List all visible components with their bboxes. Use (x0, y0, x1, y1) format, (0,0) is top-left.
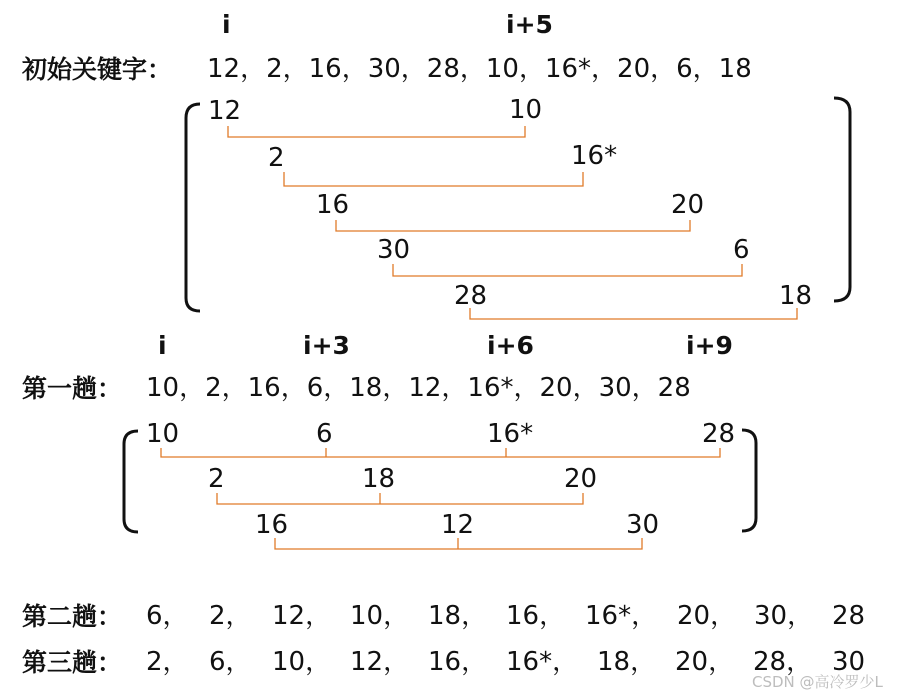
pass2-value: 16*， (585, 601, 658, 631)
pass2-value: 28 (832, 601, 866, 631)
row1-connector (161, 448, 720, 457)
g1-right-4: 18 (779, 281, 813, 311)
tag-i9-pass1: i+9 (686, 331, 733, 360)
g2-row3-0: 16 (255, 510, 289, 540)
g1-right-3: 6 (733, 235, 750, 265)
pass3-value: 30 (832, 647, 866, 677)
g2-row1-0: 10 (146, 419, 180, 449)
pass3-value: 10， (272, 647, 332, 677)
g1-right-0: 10 (509, 95, 543, 125)
g2-row3-2: 30 (626, 510, 660, 540)
g1-left-0: 12 (208, 96, 242, 126)
pass3-label: 第三趟： (22, 648, 123, 677)
g2-row2-2: 20 (564, 464, 598, 494)
pass3-value: 2， (146, 647, 189, 677)
g1-right-2: 20 (671, 190, 705, 220)
pair-28-18-connector (470, 308, 797, 319)
pass2-value: 12， (272, 601, 332, 631)
pass3-value: 12， (350, 647, 410, 677)
tag-i-top: i (222, 10, 231, 39)
pair-16-20-connector (336, 220, 690, 231)
g2-row3-1: 12 (441, 510, 475, 540)
g1-right-1: 16* (571, 141, 618, 171)
watermark: CSDN @高冷罗少L (752, 673, 883, 691)
g2-row2-0: 2 (208, 464, 225, 494)
pass1-label: 第一趟： (22, 374, 123, 403)
pass3-value: 28， (753, 647, 813, 677)
pass2-label: 第二趟： (22, 602, 123, 631)
pass3-value: 16， (428, 647, 488, 677)
pair-2-16star-connector (284, 172, 583, 186)
group1-right-bracket (834, 98, 850, 301)
pass3-value: 20， (675, 647, 735, 677)
group2-left-bracket (124, 431, 138, 532)
pass2-value: 20， (677, 601, 737, 631)
tag-i3-pass1: i+3 (303, 331, 350, 360)
g1-left-4: 28 (454, 281, 488, 311)
pair-12-10-connector (228, 126, 525, 137)
tag-i5-top: i+5 (506, 10, 553, 39)
pass1-sequence: 10，2，16，6，18，12，16*，20，30，28 (146, 373, 691, 403)
row2-connector (217, 493, 583, 504)
group2-right-bracket (742, 430, 756, 531)
g1-left-3: 30 (377, 235, 411, 265)
pass3-value: 6， (209, 647, 252, 677)
pass2-value: 30， (754, 601, 814, 631)
g2-row2-1: 18 (362, 464, 396, 494)
pass2-value: 10， (350, 601, 410, 631)
group1-left-bracket (186, 104, 200, 311)
g2-row1-2: 16* (487, 419, 534, 449)
tag-i6-pass1: i+6 (487, 331, 534, 360)
g2-row1-3: 28 (702, 419, 736, 449)
pass2-value: 18， (428, 601, 488, 631)
g1-left-1: 2 (268, 143, 285, 173)
initial-label: 初始关键字： (22, 55, 173, 84)
g1-left-2: 16 (316, 190, 350, 220)
tag-i-pass1: i (158, 331, 167, 360)
g2-row1-1: 6 (316, 419, 333, 449)
pass2-value: 6， (146, 601, 189, 631)
pass3-value: 16*， (506, 647, 579, 677)
pass2-value: 2， (209, 601, 252, 631)
pass3-value: 18， (597, 647, 657, 677)
pair-30-6-connector (393, 264, 742, 276)
initial-sequence: 12，2，16，30，28，10，16*，20，6，18 (207, 54, 752, 84)
pass2-value: 16， (506, 601, 566, 631)
